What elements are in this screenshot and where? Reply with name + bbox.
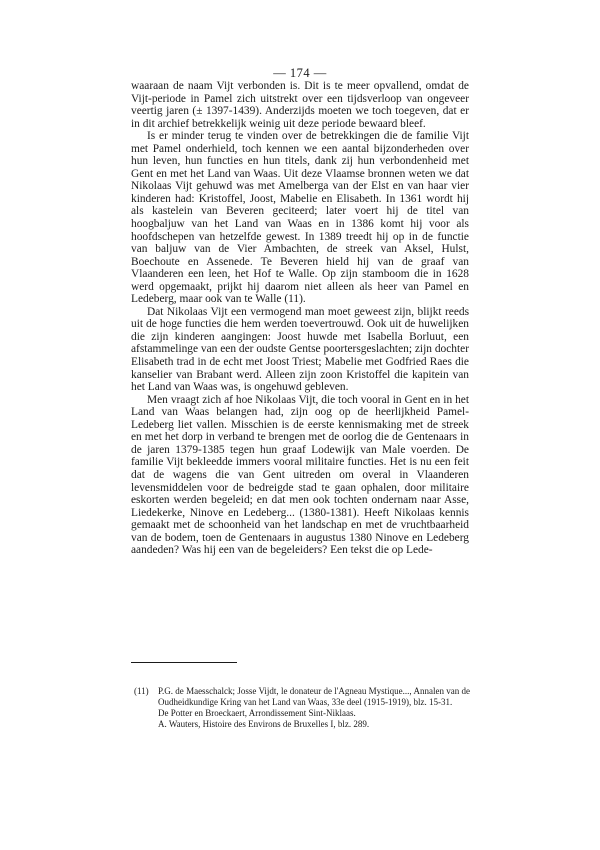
footnote-11 (134, 686, 470, 730)
footnote-line-2: De Potter en Broeckaert, Arrondissement Sint-Niklaas. (158, 707, 356, 718)
page-number: — 174 — (273, 66, 327, 80)
footnote-divider (131, 662, 237, 663)
footnotes (134, 686, 470, 730)
paragraph-3: Dat Nikolaas Vijt een vermogend man moet geweest zijn, blijkt reeds uit de hoge functies die hem werden toevertrouwd. Ook uit de huwelijken die zijn kinderen aangingen: Joost huwde met Isabella Borluut, een afstammelinge van een der oudste Gentse poortersgeslachten; zijn dochter Elisabeth trad in de echt met Joost Triest; Mabelie met Godfried Raes die kanselier van Brabant werd. Alleen zijn zoon Kristoffel die kapitein van het Land van Waas was, is ongehuwd gebleven. (131, 305, 469, 394)
paragraph-2: Is er minder terug te vinden over de betrekkingen die de familie Vijt met Pamel onderhield, toch kennen we een aantal bijzonderheden over hun leven, hun functies en hun titels, dank zij hun verbondenheid met Gent en met het Land van Waas. Uit deze Vlaamse bronnen weten we dat Nikolaas Vijt gehuwd was met Amelberga van der Elst en van haar vier kinderen had: Kristoffel, Joost, Mabelie en Elisabeth. In 1361 wordt hij als kastelein van Beveren geciteerd; later voert hij de titel van hoogbaljuw van het Land van Waas en in 1386 komt hij voor als hoofdschepen van hetzelfde gewest. In 1389 treedt hij op in de functie van baljuw van de Vier Ambachten, de streek van Aksel, Hulst, Boechoute en Assenede. Te Beveren hield hij van de graaf van Vlaanderen een leen, het Hof te Walle. Op zijn stamboom die in 1628 werd opgemaakt, prijkt hij daarom niet alleen als heer van Pamel en Ledeberg, maar ook van te Walle (11). (131, 130, 469, 306)
paragraph-1: waaraan de naam Vijt verbonden is. Dit is te meer opvallend, omdat de Vijt-periode in Pamel zich uitstrekt over een tijdsverloop van ongeveer veertig jaren (± 1397-1439). Anderzijds moeten we toch toegeven, dat er in dit archief betrekkelijk weinig uit deze periode bewaard bleef. (131, 80, 469, 130)
footnote-body (158, 686, 470, 730)
footnote-line-1: P.G. de Maesschalck; Josse Vijdt, le donateur de l'Agneau Mystique..., Annalen van de Oudheidkundige Kring van het Land van Waas, 33e deel (1915-1919), blz. 15-31. (158, 686, 470, 707)
footnote-mark: (11) (134, 686, 149, 696)
footnote-line-3: A. Wauters, Histoire des Environs de Bruxelles I, blz. 289. (158, 718, 370, 729)
body-text (131, 80, 469, 557)
paragraph-4: Men vraagt zich af hoe Nikolaas Vijt, die toch vooral in Gent en in het Land van Waas belangen had, zijn oog op de heerlijkheid Pamel-Ledeberg liet vallen. Misschien is de eerste kennismaking met de streek en met het dorp in verband te brengen met de oorlog die de Gentenaars in de jaren 1379-1385 tegen hun graaf Lodewijk van Male voerden. De familie Vijt bekleedde immers vooral militaire functies. Het is nu een feit dat de wagens die van Gent uitreden om overal in Vlaanderen levensmiddelen voor de bedreigde stad te gaan ophalen, door militaire eskorten werden begeleid; en dat men ook tochten ondernam naar Asse, Liedekerke, Ninove en Ledeberg... (1380-1381). Heeft Nikolaas kennis gemaakt met de schoonheid van het landschap en met de vruchtbaarheid van de bodem, toen de Gentenaars in augustus 1380 Ninove en Ledeberg aandeden? Was hij een van de begeleiders? Een tekst die op Lede- (131, 393, 469, 557)
